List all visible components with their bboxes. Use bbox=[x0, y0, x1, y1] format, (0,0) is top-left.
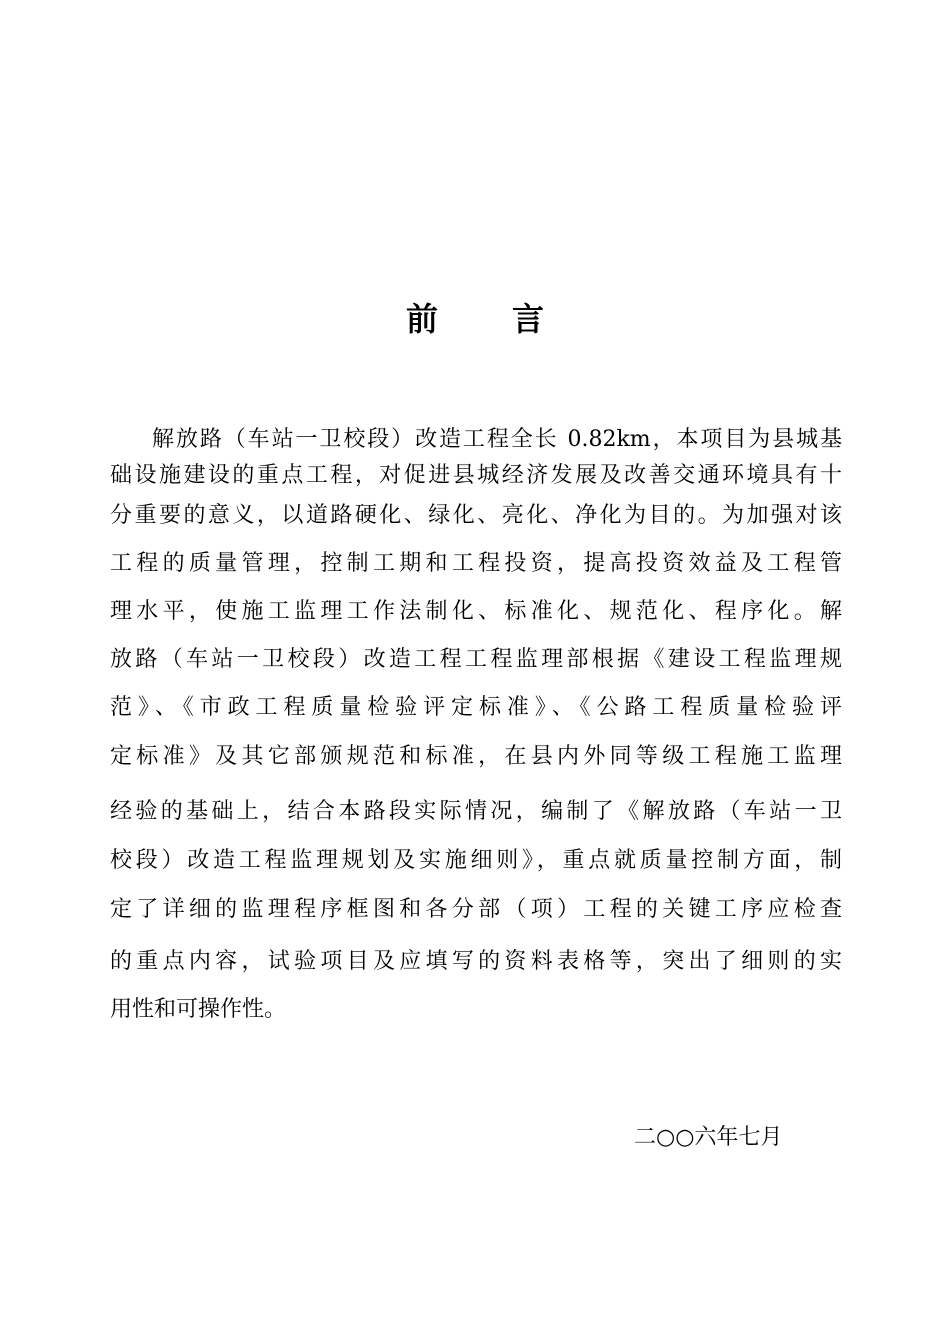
paragraph-line: 定了详细的监理程序框图和各分部（项）工程的关键工序应检查 bbox=[110, 897, 842, 922]
paragraph-line: 校段）改造工程监理规划及实施细则》，重点就质量控制方面，制 bbox=[110, 848, 842, 873]
title-char-1: 前 bbox=[405, 300, 438, 338]
paragraph-line: 的重点内容，试验项目及应填写的资料表格等，突出了细则的实 bbox=[110, 949, 842, 974]
paragraph-line: 范》、《市政工程质量检验评定标准》、《公路工程质量检验评 bbox=[110, 695, 842, 720]
paragraph-line: 用性和可操作性。 bbox=[110, 997, 287, 1022]
title-char-2: 言 bbox=[512, 300, 545, 338]
paragraph-line: 工程的质量管理，控制工期和工程投资，提高投资效益及工程管 bbox=[110, 551, 842, 576]
paragraph-line: 分重要的意义，以道路硬化、绿化、亮化、净化为目的。为加强对该 bbox=[110, 503, 842, 528]
document-date: 二○○六年七月 bbox=[634, 1125, 783, 1150]
paragraph-line: 解放路（车站一卫校段）改造工程全长 0.82km，本项目为县城基 bbox=[152, 427, 842, 452]
paragraph-line: 定标准》及其它部颁规范和标准，在县内外同等级工程施工监理 bbox=[110, 744, 842, 769]
paragraph-line: 放路（车站一卫校段）改造工程工程监理部根据《建设工程监理规 bbox=[110, 647, 842, 672]
paragraph-line: 经验的基础上，结合本路段实际情况，编制了《解放路（车站一卫 bbox=[110, 799, 842, 824]
page-title bbox=[0, 294, 950, 340]
paragraph-line: 础设施建设的重点工程，对促进县城经济发展及改善交通环境具有十 bbox=[110, 463, 842, 488]
paragraph-line: 理水平，使施工监理工作法制化、标准化、规范化、程序化。解 bbox=[110, 599, 842, 624]
